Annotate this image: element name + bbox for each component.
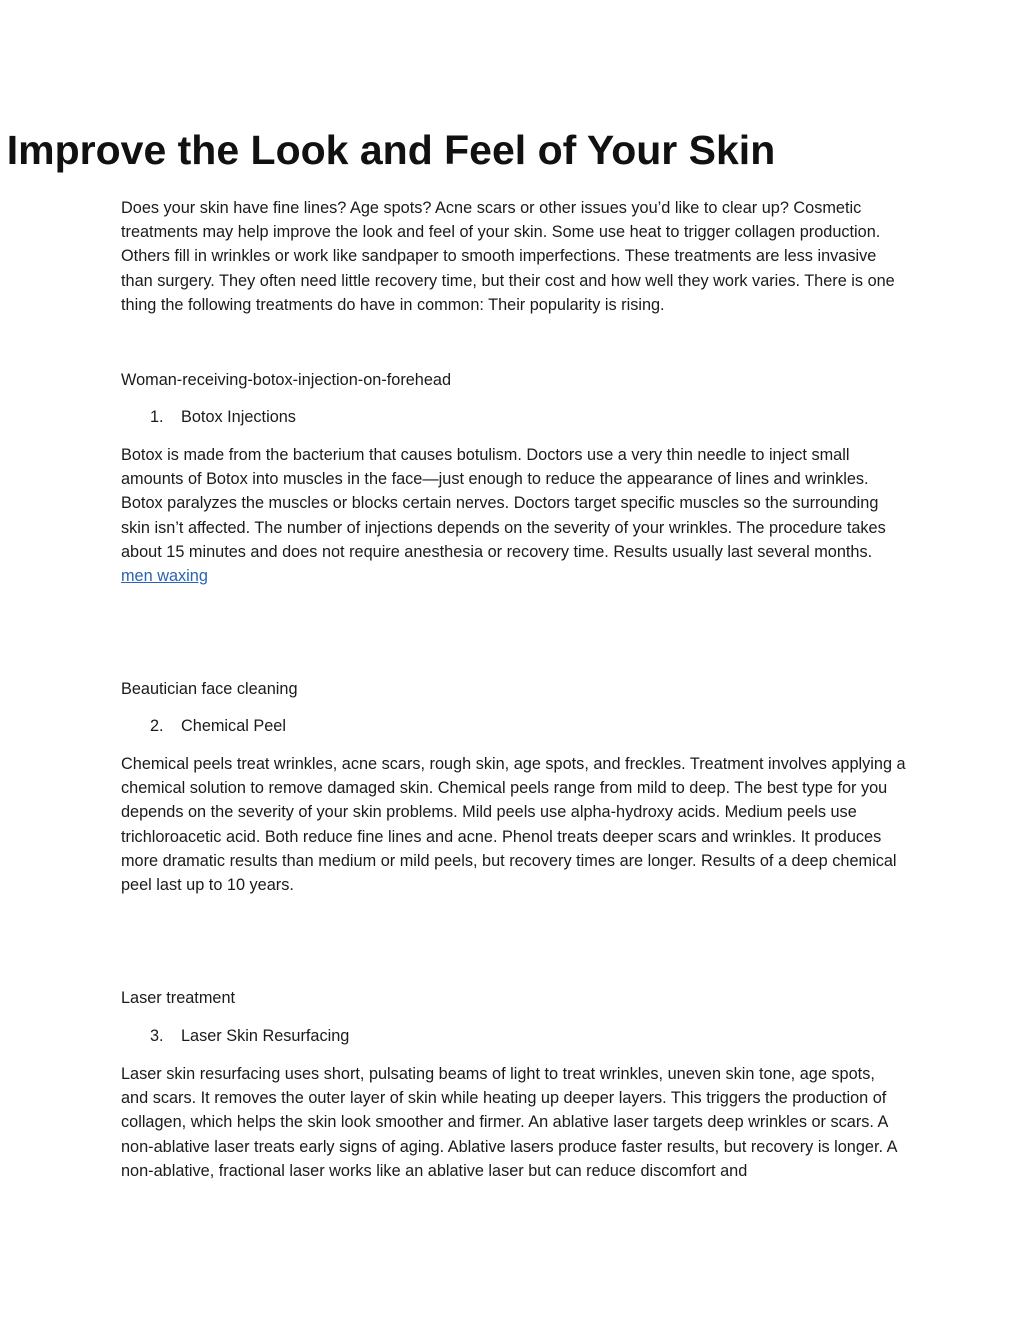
list-number: 1. xyxy=(150,408,164,426)
section-heading-laser: Laser Skin Resurfacing xyxy=(181,1027,350,1045)
list-number: 3. xyxy=(150,1027,164,1045)
laser-paragraph xyxy=(121,1062,906,1183)
list-item-botox xyxy=(150,406,296,428)
section-heading-botox: Botox Injections xyxy=(181,408,296,426)
men-waxing-link[interactable]: men waxing xyxy=(121,567,208,586)
image-caption-laser: Laser treatment xyxy=(121,989,236,1007)
list-item-laser xyxy=(150,1025,349,1047)
section-heading-chemical-peel: Chemical Peel xyxy=(181,717,286,735)
list-number: 2. xyxy=(150,717,164,735)
image-caption-chemical-peel: Beautician face cleaning xyxy=(121,680,298,698)
intro-paragraph xyxy=(121,196,906,317)
laser-text: Laser skin resurfacing uses short, pulsating beams of light to treat wrinkles, uneven skin tone, age spots, and scars. It removes the outer layer of skin while heating up deeper layers. This triggers the production of collagen, which helps the skin look smoother and firmer. An ablative laser targets deep wrinkles or scars. A non-ablative laser treats early signs of aging. Ablative lasers produce faster results, but recovery is longer. A non-ablative, fractional laser works like an ablative laser but can reduce discomfort and xyxy=(121,1065,897,1180)
botox-body: Botox is made from the bacterium that causes botulism. Doctors use a very thin needle to inject small amounts of Botox into muscles in the face—just enough to reduce the appearance of lines and wrinkles. Botox paralyzes the muscles or blocks certain nerves. Doctors target specific muscles so the surrounding skin isn’t affected. The number of injections depends on the severity of your wrinkles. The procedure takes about 15 minutes and does not require anesthesia or recovery time. Results usually last several months. xyxy=(121,446,886,561)
botox-text xyxy=(121,443,906,588)
page-title: Improve the Look and Feel of Your Skin xyxy=(6,127,776,173)
list-item-chemical-peel xyxy=(150,715,286,737)
botox-paragraph xyxy=(121,443,906,588)
image-caption-botox: Woman-receiving-botox-injection-on-forehead xyxy=(121,371,452,389)
chemical-peel-text: Chemical peels treat wrinkles, acne scars, rough skin, age spots, and freckles. Treatment involves applying a chemical solution to remove damaged skin. Chemical peels range from mild to deep. The best type for you depends on the severity of your skin problems. Mild peels use alpha-hydroxy acids. Medium peels use trichloroacetic acid. Both reduce fine lines and acne. Phenol treats deeper scars and wrinkles. It produces more dramatic results than medium or mild peels, but recovery times are longer. Results of a deep chemical peel last up to 10 years. xyxy=(121,755,906,895)
intro-text: Does your skin have fine lines? Age spots? Acne scars or other issues you’d like to clear up? Cosmetic treatments may help improve the look and feel of your skin. Some use heat to trigger collagen production. Others fill in wrinkles or work like sandpaper to smooth imperfections. These treatments are less invasive than surgery. They often need little recovery time, but their cost and how well they work varies. There is one thing the following treatments do have in common: Their popularity is rising. xyxy=(121,199,895,314)
chemical-peel-paragraph xyxy=(121,752,906,897)
